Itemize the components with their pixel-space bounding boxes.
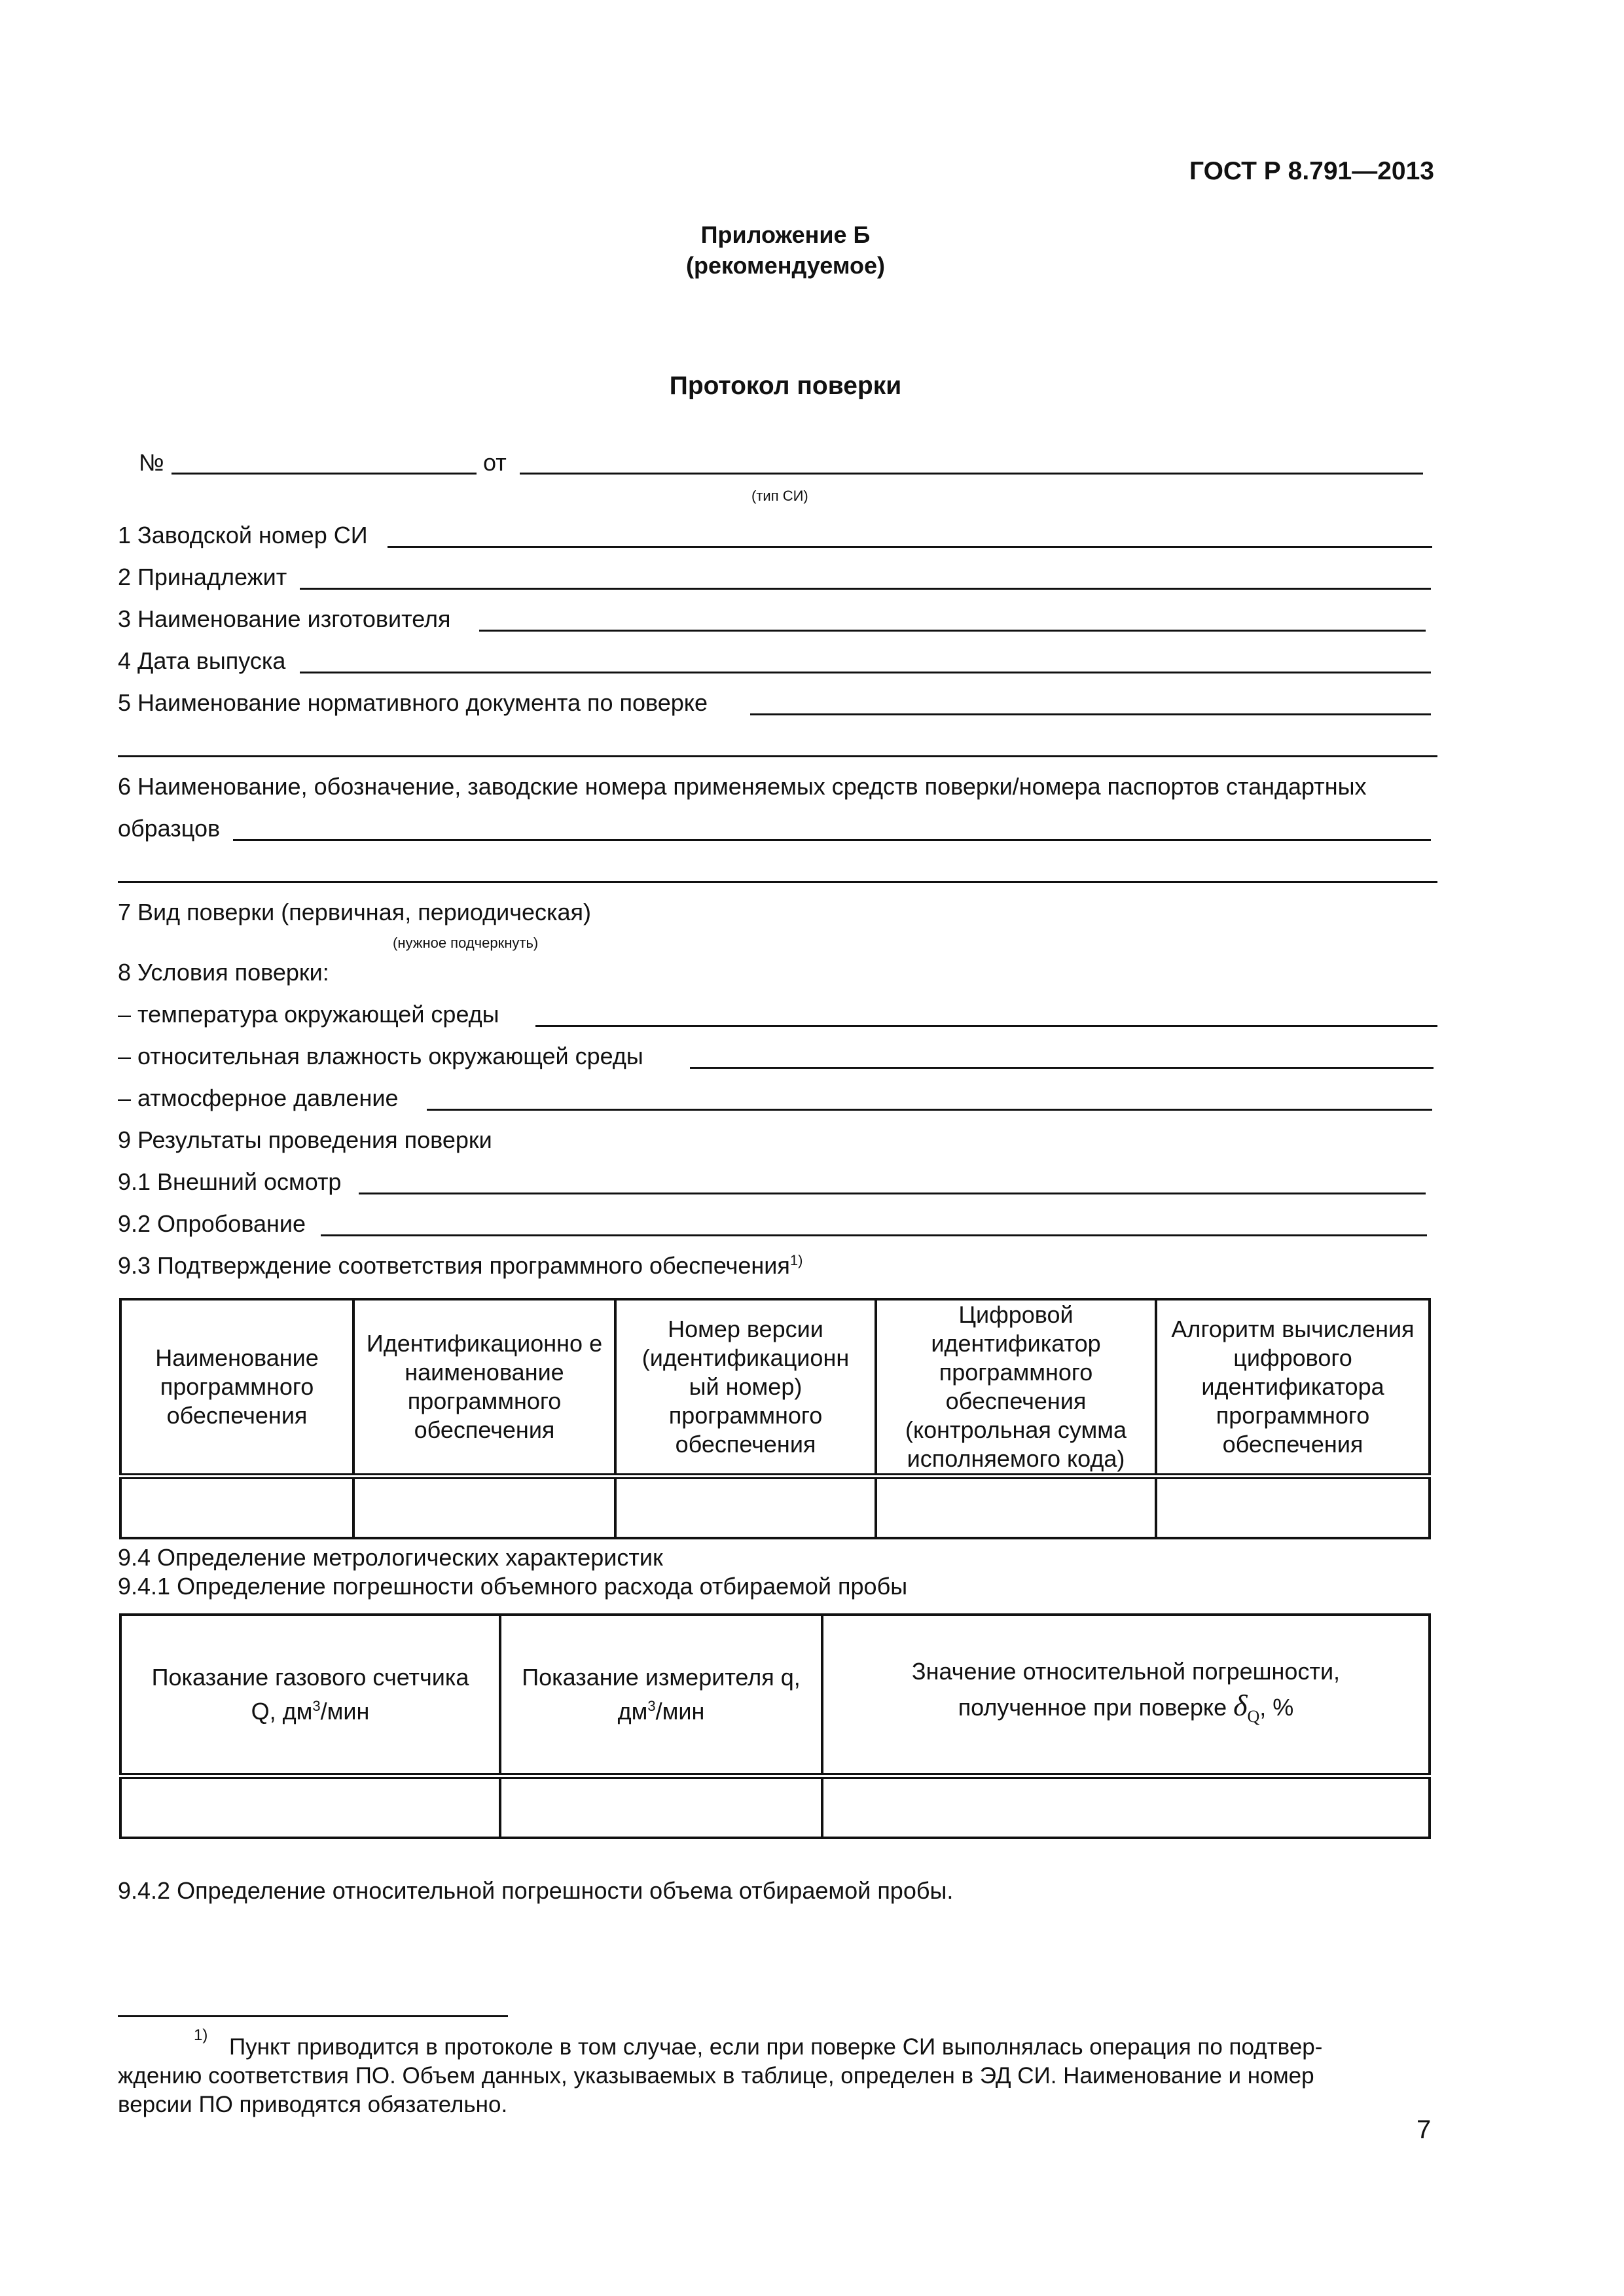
normative-document-blank[interactable] [750,713,1431,715]
software-cell-version[interactable] [615,1477,876,1539]
flow-header-gas-meter [120,1615,500,1776]
flow-table-row [120,1776,1430,1838]
from-label: от [483,449,507,476]
flow-header-meter-q [500,1615,822,1776]
gas-meter-line2: Q, $дм^3$/мин [251,1697,370,1725]
serial-number-blank[interactable] [388,546,1432,548]
protocol-title: Протокол поверки [669,372,902,400]
field-owner: 2 Принадлежит [118,564,287,590]
field-software-confirmation [118,1252,803,1280]
type-hint: (тип СИ) [751,488,808,504]
software-table-row [120,1477,1430,1539]
appendix-title: Приложение Б [700,221,871,248]
manufacturer-blank[interactable] [479,630,1426,632]
footnote-ref: 1) [789,1252,803,1268]
number-blank[interactable] [171,473,477,475]
field-verification-means-cont: образцов [118,815,221,842]
software-header-version: Номер версии (идентификационн ый номер) программного обеспечения [615,1299,876,1477]
flow-header-relative-error [822,1615,1430,1776]
flow-cell-meter-q[interactable] [500,1776,822,1838]
number-label: № [139,449,164,476]
from-blank[interactable] [520,473,1423,475]
flow-table [119,1613,1431,1839]
relative-error-line2: полученное при поверке $\delta_Q$, % [958,1689,1294,1727]
field-testing: 9.2 Опробование [118,1210,306,1237]
footnote-mark: 1) [194,2026,208,2044]
software-cell-name[interactable] [120,1477,353,1539]
pressure-blank[interactable] [427,1109,1432,1111]
field-results: 9 Результаты проведения поверки [118,1126,492,1153]
section-9-4-1-title: 9.4.1 Определение погрешности объемного расхода отбираемой пробы [118,1573,908,1600]
software-table [119,1298,1431,1539]
field-release-date: 4 Дата выпуска [118,647,286,674]
field-manufacturer: 3 Наименование изготовителя [118,605,451,632]
footnote-line2: ждению соответствия ПО. Объем данных, указываемых в таблице, определен в ЭД СИ. Наименование и номер [118,2063,1314,2089]
flow-table-header [120,1615,1430,1776]
appendix-subtitle: (рекомендуемое) [686,252,885,279]
footnote-line3: версии ПО приводятся обязательно. [118,2092,508,2117]
owner-blank[interactable] [300,588,1431,590]
verification-type-hint: (нужное подчеркнуть) [393,935,539,951]
software-header-algorithm: Алгоритм вычисления цифрового идентификатора программного обеспечения [1156,1299,1430,1477]
temperature-blank[interactable] [535,1025,1437,1027]
verification-means-blank-2[interactable] [118,881,1437,883]
section-9-4-title: 9.4 Определение метрологических характеристик [118,1544,663,1571]
condition-humidity: – относительная влажность окружающей среды [118,1043,643,1069]
field-verification-type: 7 Вид поверки (первичная, периодическая) [118,899,592,925]
normative-document-blank-2[interactable] [118,755,1437,757]
flow-cell-gas-meter[interactable] [120,1776,500,1838]
relative-error-line1: Значение относительной погрешности, [911,1658,1341,1685]
software-cell-id-name[interactable] [353,1477,615,1539]
gas-meter-line1: Показание газового счетчика [151,1663,469,1691]
field-visual-inspection: 9.1 Внешний осмотр [118,1168,342,1195]
delta-symbol: $\delta_Q$ [1233,1689,1260,1727]
humidity-blank[interactable] [690,1067,1434,1069]
condition-temperature: – температура окружающей среды [118,1001,499,1028]
software-header-id-name: Идентификационно е наименование программного обеспечения [353,1299,615,1477]
software-cell-digital-id[interactable] [876,1477,1156,1539]
software-table-header [120,1299,1430,1477]
software-header-digital-id: Цифровой идентификатор программного обеспечения (контрольная сумма исполняемого кода) [876,1299,1156,1477]
software-header-name: Наименование программного обеспечения [120,1299,353,1477]
condition-pressure: – атмосферное давление [118,1085,399,1111]
field-conditions: 8 Условия поверки: [118,959,329,986]
testing-blank[interactable] [321,1234,1427,1236]
software-confirmation-text: 9.3 Подтверждение соответствия программного обеспечения [118,1252,790,1279]
footnote-line1: Пункт приводится в протоколе в том случае, если при поверке СИ выполнялась операция по подтвер- [229,2034,1323,2060]
meter-q-line1: Показание измерителя q, [522,1663,801,1691]
page-number: 7 [1416,2115,1432,2144]
software-cell-algorithm[interactable] [1156,1477,1430,1539]
verification-means-blank[interactable] [233,839,1431,841]
field-normative-document: 5 Наименование нормативного документа по поверке [118,689,708,716]
release-date-blank[interactable] [300,672,1431,673]
field-serial-number: 1 Заводской номер СИ [118,522,368,548]
flow-cell-relative-error[interactable] [822,1776,1430,1838]
meter-q-line2: $дм^3$/мин [617,1697,705,1725]
visual-inspection-blank[interactable] [359,1193,1426,1194]
field-verification-means: 6 Наименование, обозначение, заводские номера применяемых средств поверки/номера паспортов стандартных [118,773,1367,800]
standard-id: ГОСТ Р 8.791—2013 [1189,157,1434,185]
footnote-rule [118,2015,508,2017]
section-9-4-2-title: 9.4.2 Определение относительной погрешности объема отбираемой пробы. [118,1877,954,1904]
